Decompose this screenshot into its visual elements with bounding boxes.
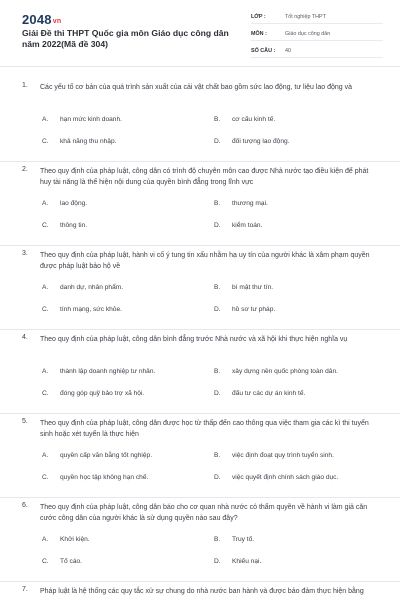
option-letter: A. — [42, 536, 49, 543]
answer-option[interactable] — [214, 558, 261, 565]
answer-option[interactable] — [214, 138, 290, 145]
question-text: Theo quy định của pháp luật, công dân báo cho cơ quan nhà nước có thẩm quyền về hành vi làm giả căn cước công dân của người khác là sử dụng quyền nào sau đây? — [40, 504, 368, 522]
option-letter: D. — [214, 306, 221, 313]
answer-option[interactable] — [214, 474, 338, 481]
meta-label: LỚP : — [251, 13, 266, 20]
option-letter: B. — [214, 536, 221, 543]
answer-option[interactable] — [42, 536, 90, 543]
meta-label: SỐ CÂU : — [251, 47, 276, 54]
option-text: quyền học tập không hạn chế. — [60, 474, 149, 481]
option-letter: D. — [214, 390, 221, 397]
question-number: 5. — [22, 418, 28, 425]
option-text: hạn mức kinh doanh. — [60, 116, 122, 123]
meta-label: MÔN : — [251, 30, 267, 37]
answer-option[interactable] — [42, 452, 152, 459]
meta-value: 40 — [285, 47, 291, 54]
option-letter: A. — [42, 116, 49, 123]
answer-option[interactable] — [42, 138, 116, 145]
question-number: 7. — [22, 586, 28, 593]
meta-value: Giáo dục công dân — [285, 30, 331, 37]
question-item — [0, 582, 400, 606]
option-text: xây dựng nền quốc phòng toàn dân. — [232, 368, 338, 375]
option-letter: C. — [42, 306, 49, 313]
exam-meta — [251, 10, 383, 61]
logo-suffix: vn — [52, 18, 62, 25]
question-number: 4. — [22, 334, 28, 341]
answer-option[interactable] — [42, 222, 87, 229]
question-item — [0, 414, 400, 498]
option-letter: D. — [214, 474, 221, 481]
answer-option[interactable] — [42, 368, 155, 375]
answer-option[interactable] — [42, 200, 87, 207]
question-number: 1. — [22, 82, 28, 89]
option-letter: B. — [214, 368, 221, 375]
answer-option[interactable] — [214, 306, 275, 313]
option-letter: B. — [214, 200, 221, 207]
question-list — [0, 78, 400, 606]
answer-option[interactable] — [214, 368, 338, 375]
meta-row-subject — [251, 27, 383, 41]
option-letter: B. — [214, 284, 221, 291]
option-letter: C. — [42, 138, 49, 145]
meta-value: Tốt nghiệp THPT — [285, 13, 326, 20]
option-text: việc quyết định chính sách giáo dục. — [232, 474, 339, 481]
option-text: danh dự, nhân phẩm. — [60, 284, 124, 291]
option-text: bí mật thư tín. — [232, 284, 274, 291]
question-item — [0, 498, 400, 582]
option-text: cơ cấu kinh tế. — [232, 116, 276, 123]
option-letter: D. — [214, 222, 221, 229]
option-text: đóng góp quỹ bảo trợ xã hội. — [60, 390, 145, 397]
answer-option[interactable] — [42, 116, 122, 123]
question-number: 3. — [22, 250, 28, 257]
answer-option[interactable] — [42, 390, 144, 397]
option-letter: C. — [42, 474, 49, 481]
option-text: hồ sơ tư pháp. — [232, 306, 276, 313]
option-letter: C. — [42, 390, 49, 397]
answer-option[interactable] — [42, 558, 82, 565]
question-number: 2. — [22, 166, 28, 173]
answer-option[interactable] — [214, 452, 334, 459]
answer-option[interactable] — [42, 474, 148, 481]
option-text: việc định đoạt quy trình tuyển sinh. — [232, 452, 334, 459]
answer-option[interactable] — [214, 222, 262, 229]
question-text: Pháp luật là hệ thống các quy tắc xử sự chung do nhà nước ban hành và được bảo đảm thực hiện bằng — [40, 588, 364, 595]
option-text: thương mại. — [232, 200, 268, 207]
answer-option[interactable] — [214, 200, 268, 207]
option-letter: B. — [214, 116, 221, 123]
option-text: Khiếu nại. — [232, 558, 262, 565]
page-header — [0, 0, 400, 67]
question-text: Các yếu tố cơ bản của quá trình sản xuất của cải vật chất bao gồm sức lao động, tư liệu lao động và — [40, 84, 353, 91]
option-letter: B. — [214, 452, 221, 459]
answer-option[interactable] — [42, 284, 123, 291]
option-letter: D. — [214, 138, 221, 145]
option-text: đối tượng lao động. — [232, 138, 290, 145]
question-number: 6. — [22, 502, 28, 509]
option-letter: A. — [42, 200, 49, 207]
answer-option[interactable] — [214, 390, 305, 397]
option-text: Tố cáo. — [60, 558, 82, 565]
option-text: thông tin. — [60, 222, 88, 229]
option-letter: A. — [42, 284, 49, 291]
meta-row-count — [251, 44, 383, 58]
logo-text: 2048 — [22, 12, 52, 27]
question-item — [0, 78, 400, 162]
question-item — [0, 330, 400, 414]
answer-option[interactable] — [214, 284, 273, 291]
option-text: quyền cấp văn bằng tốt nghiệp. — [60, 452, 153, 459]
option-text: kiểm toán. — [232, 222, 263, 229]
meta-row-class — [251, 10, 383, 24]
option-text: đấu tư các dự án kinh tế. — [232, 390, 306, 397]
question-text: Theo quy định của pháp luật, công dân được học từ thấp đến cao thông qua việc tham gia các kì thi tuyển sinh hoặc xét tuyển là thực hiện — [40, 420, 369, 438]
answer-option[interactable] — [214, 536, 254, 543]
option-letter: D. — [214, 558, 221, 565]
page-title: Giải Đề thi THPT Quốc gia môn Giáo dục công dân năm 2022(Mã đề 304) — [22, 28, 229, 49]
option-text: Khởi kiện. — [60, 536, 90, 543]
option-letter: A. — [42, 368, 49, 375]
option-letter: C. — [42, 558, 49, 565]
option-text: lao động. — [60, 200, 88, 207]
question-item — [0, 162, 400, 246]
question-text: Theo quy định của pháp luật, công dân có trình độ chuyên môn cao được Nhà nước tạo điều kiện để phát huy tài năng là thể hiện nội dung của quyền bình đẳng trong lĩnh vực — [40, 168, 369, 186]
option-letter: A. — [42, 452, 49, 459]
answer-option[interactable] — [214, 116, 275, 123]
site-logo[interactable] — [22, 12, 61, 27]
option-letter: C. — [42, 222, 49, 229]
question-item — [0, 246, 400, 330]
question-text: Theo quy định của pháp luật, hành vi cố ý tung tin xấu nhằm hạ uy tín của người khác là xâm phạm quyền được pháp luật bảo hộ về — [40, 252, 370, 270]
question-text: Theo quy định của pháp luật, công dân bình đẳng trước Nhà nước và xã hội khi thực hiện nghĩa vụ — [40, 336, 348, 343]
option-text: Truy tố. — [232, 536, 255, 543]
answer-option[interactable] — [42, 306, 122, 313]
option-text: khả năng thu nhập. — [60, 138, 117, 145]
option-text: thành lập doanh nghiệp tư nhân. — [60, 368, 156, 375]
option-text: tính mạng, sức khỏe. — [60, 306, 122, 313]
